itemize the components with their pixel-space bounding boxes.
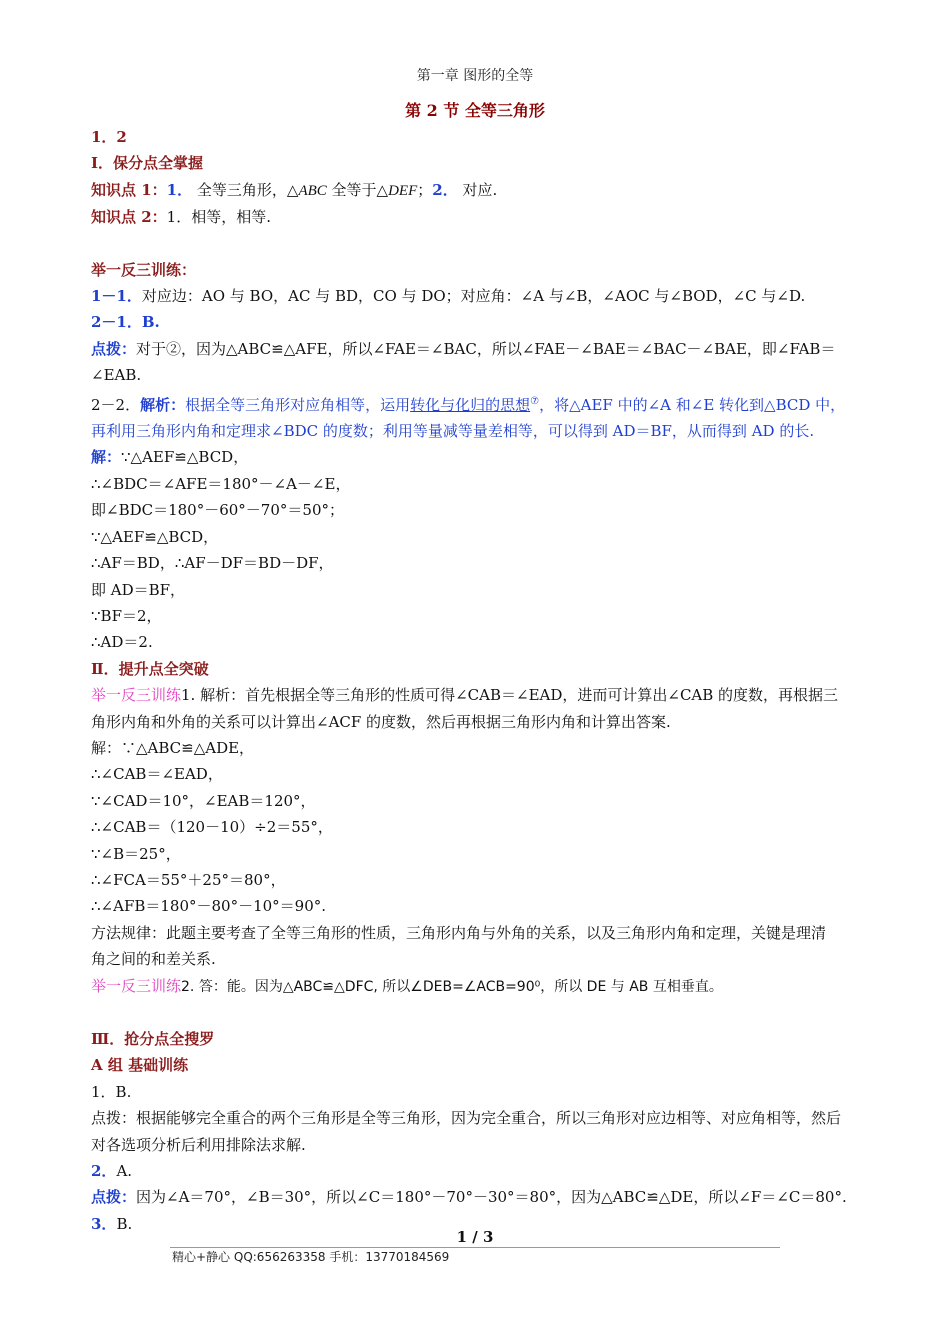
training-1-step-0: 解：∵△ABC≌△ADE， (91, 738, 255, 757)
analysis-label: 解析： (140, 395, 186, 414)
solution-step-5: 即 AD＝BF， (91, 580, 186, 599)
question-3-ans: B. (116, 1214, 133, 1233)
solution-step-3: ∵△AEF≌△BCD， (91, 527, 219, 546)
solution-label: 解： (91, 448, 122, 467)
kp1-text1c: 全等于△ (326, 180, 389, 199)
group-a-heading: A 组 基础训练 (91, 1056, 189, 1075)
training-2-text: 2. 答：能。因为△ABC≌△DFC, 所以∠DEB=∠ACB=90⁰，所以 DE 与 AB 互相垂直。 (181, 978, 723, 995)
training-1 (91, 682, 866, 708)
method-rule-a: 方法规律：此题主要考查了全等三角形的性质，三角形内角与外角的关系，以及三角形内角和定理，关键是理清 (91, 923, 827, 942)
question-2-hint-text: 因为∠A＝70°，∠B＝30°，所以∠C＝180°－70°－30°＝80°，因为△ABC≌△DE，所以∠F＝∠C＝80°. (136, 1188, 847, 1207)
solution-step-4: ∴AF＝BD，∴AF－DF＝BD－DF， (91, 554, 334, 573)
hint-label: 点拨： (91, 339, 137, 358)
answer-2-1-num: 2－1． (91, 313, 142, 332)
section-2-heading: Ⅱ．提升点全突破 (91, 659, 209, 678)
training-2-label: 举一反三训练 (91, 976, 182, 995)
kp1-text1d: DEF (388, 182, 418, 199)
chapter-header: 第一章 图形的全等 (416, 68, 534, 84)
training-2 (91, 973, 866, 1000)
kp1-num2: 2． (432, 180, 458, 199)
question-2-ans: A. (116, 1162, 133, 1181)
kp1-text1b: ABC (298, 182, 327, 199)
training-1-step-6: ∴∠AFB＝180°－80°－10°＝90°. (91, 897, 327, 916)
solution-step-7: ∴AD＝2. (91, 633, 153, 652)
solution-text: ∵△AEF≌△BCD， (121, 448, 249, 467)
answer-1-1-num: 1－1． (91, 287, 142, 306)
analysis-link[interactable]: 转化与化归的思想 (410, 395, 531, 414)
hint-2-1-cont: ∠EAB. (91, 366, 142, 385)
answer-body (91, 124, 866, 1237)
solution-step-1: ∴∠BDC＝∠AFE＝180°－∠A－∠E， (91, 474, 351, 493)
question-2-hint-label: 点拨： (91, 1188, 137, 1207)
training-title: 举一反三训练： (91, 260, 197, 279)
answer-2-2 (91, 389, 866, 418)
question-2-num: 2． (91, 1162, 117, 1181)
knowledge-point-2 (91, 204, 866, 230)
solution-start (91, 444, 866, 470)
analysis-text-1b: ，将△AEF 中的∠A 和∠E 转化到△BCD 中， (539, 395, 846, 414)
section-1-heading: Ⅰ．保分点全掌握 (91, 154, 204, 173)
question-1-hint-b: 对各选项分析后利用排除法求解. (91, 1135, 306, 1154)
footer-contact: 精心+静心 QQ:656263358 手机：13770184569 (172, 1250, 450, 1264)
training-1-label: 举一反三训练 (91, 686, 182, 705)
kp1-label: 知识点 1： (91, 180, 167, 199)
answer-1-1 (91, 283, 866, 309)
question-1-hint-a: 点拨：根据能够完全重合的两个三角形是全等三角形，因为完全重合，所以三角形对应边相等、对应角相等，然后 (91, 1109, 842, 1128)
knowledge-point-1 (91, 177, 866, 204)
line-1: 1．2 (91, 128, 127, 146)
kp1-text2: 对应. (462, 180, 498, 199)
training-1-step-4: ∵∠B＝25°， (91, 844, 181, 863)
page-number: 1 / 3 (456, 1228, 494, 1246)
kp1-text1a: 全等三角形，△ (196, 180, 299, 199)
question-2 (91, 1158, 866, 1184)
answer-2-1 (91, 309, 866, 335)
hint-2-1 (91, 336, 866, 362)
training-1-step-2: ∵∠CAD＝10°，∠EAB＝120°， (91, 791, 316, 810)
training-1-text-b: 角形内角和外角的关系可以计算出∠ACF 的度数，然后再根据三角形内角和计算出答案. (91, 712, 671, 731)
question-1: 1．B. (91, 1082, 132, 1101)
method-rule-b: 角之间的和差关系. (91, 950, 216, 969)
section-title: 第 2 节 全等三角形 (405, 101, 545, 120)
answer-2-2-num: 2－2． (91, 395, 141, 414)
hint-text-1: 对于②，因为△ABC≌△AFE，所以∠FAE＝∠BAC，所以∠FAE－∠BAE＝∠BAC－∠BAE，即∠FAB＝ (136, 339, 836, 358)
kp2-label: 知识点 2： (91, 208, 167, 227)
question-2-hint (91, 1184, 866, 1210)
training-1-step-1: ∴∠CAB＝∠EAD， (91, 765, 223, 784)
solution-step-2: 即∠BDC＝180°－60°－70°＝50°； (91, 501, 344, 520)
training-1-step-5: ∴∠FCA＝55°＋25°＝80°， (91, 870, 286, 889)
analysis-text-1a: 根据全等三角形对应角相等，运用 (185, 395, 411, 414)
kp1-num1: 1． (166, 180, 193, 199)
training-1-text-a: 1. 解析：首先根据全等三角形的性质可得∠CAB＝∠EAD，进而可计算出∠CAB 的度数，再根据三 (181, 686, 839, 705)
answer-1-1-text: 对应边：AO 与 BO，AC 与 BD，CO 与 DO；对应角：∠A 与∠B，∠AOC 与∠BOD，∠C 与∠D. (141, 287, 806, 306)
analysis-text-2: 再利用三角形内角和定理求∠BDC 的度数；利用等量减等量差相等，可以得到 AD＝BF，从而得到 AD 的长. (91, 422, 815, 441)
footnote-mark: ⑦ (530, 395, 540, 407)
kp2-text: 1．相等，相等. (166, 208, 271, 227)
section-3-heading: Ⅲ．抢分点全搜罗 (91, 1030, 215, 1048)
question-3-num: 3． (91, 1214, 117, 1233)
training-1-step-3: ∴∠CAB＝（120－10）÷2＝55°， (91, 818, 333, 837)
kp1-text1e: ； (417, 180, 433, 199)
answer-2-1-ans: B. (141, 313, 160, 332)
solution-step-6: ∵BF＝2， (91, 606, 162, 625)
